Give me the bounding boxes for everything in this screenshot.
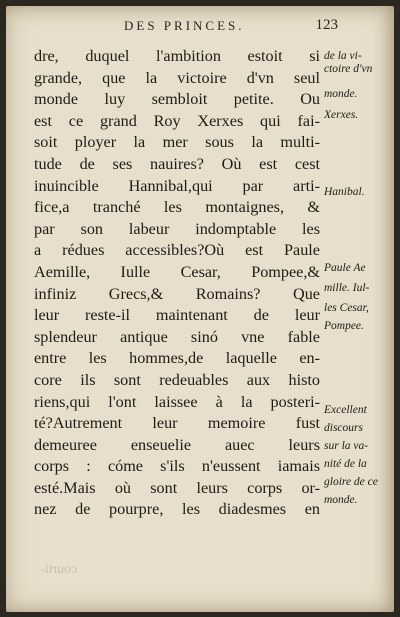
- text-line: corps : cóme s'ils n'eussent iamais: [34, 457, 320, 476]
- margin-note-victoire: de la vi-: [324, 50, 362, 62]
- text-line: splendeur antique sinó vne fable: [34, 327, 320, 346]
- text-line: infiniz Grecs,& Romains? Que: [34, 284, 320, 303]
- margin-note-paule: les Cesar,: [324, 302, 369, 314]
- margin-note-discours: gloire de ce: [324, 476, 378, 488]
- margin-note-xerxes: Xerxes.: [324, 109, 359, 121]
- text-line: té?Autrement leur memoire fust: [34, 414, 320, 433]
- text-line: core ils sont redeuables aux histo: [34, 370, 320, 389]
- margin-note-hanibal: Hanibal.: [324, 186, 365, 198]
- margin-note-discours: monde.: [324, 494, 358, 506]
- text-line: inuincible Hannibal,qui par arti-: [34, 176, 320, 195]
- running-head: DES PRINCES.: [124, 18, 245, 33]
- margin-note-victoire: ctoire d'vn: [324, 63, 373, 75]
- book-page: [6, 6, 394, 612]
- text-line: soit ployer la mer sous la multi-: [34, 133, 320, 152]
- page-header: [6, 18, 394, 38]
- text-line: leur reste-il maintenant de leur: [34, 306, 320, 325]
- text-line: demeuree enseuelie auec leurs: [34, 435, 320, 454]
- text-line: fice,a tranché les montaignes, &: [34, 198, 320, 217]
- text-line: grande, que la victoire d'vn seul: [34, 68, 320, 87]
- margin-note-paule: mille. Iul-: [324, 282, 370, 294]
- text-line: dre, duquel l'ambition estoit si: [34, 47, 320, 65]
- text-line: entre les hommes,de laquelle en-: [34, 349, 320, 368]
- text-line: tude de ses nauires? Où est cest: [34, 154, 320, 173]
- margin-note-paule: Pompee.: [324, 320, 364, 332]
- text-line: monde luy sembloit petite. Ou: [34, 90, 320, 109]
- margin-note-paule: Paule Ae: [324, 262, 366, 274]
- text-line: est ce grand Roy Xerxes qui fai-: [34, 111, 320, 130]
- text-line: a rédues accessibles?Où est Paule: [34, 241, 320, 260]
- bleed-through-text: courti-: [40, 562, 78, 577]
- margin-note-discours: discours: [324, 422, 363, 434]
- margin-note-discours: Excellent: [324, 404, 367, 416]
- body-text: [34, 46, 320, 521]
- margin-note-discours: nité de la: [324, 458, 367, 470]
- text-line: nez de pourpre, les diadesmes en: [34, 500, 320, 519]
- text-line: esté.Mais où sont leurs corps or-: [34, 478, 320, 497]
- margin-note-discours: sur la va-: [324, 440, 369, 452]
- text-line: Aemille, Iulle Cesar, Pompee,&: [34, 262, 320, 281]
- margin-note-victoire: monde.: [324, 88, 358, 100]
- text-line: par son labeur indomptable les: [34, 219, 320, 238]
- text-line: riens,qui l'ont laissee à la posteri-: [34, 392, 320, 411]
- page-number: 123: [315, 17, 338, 33]
